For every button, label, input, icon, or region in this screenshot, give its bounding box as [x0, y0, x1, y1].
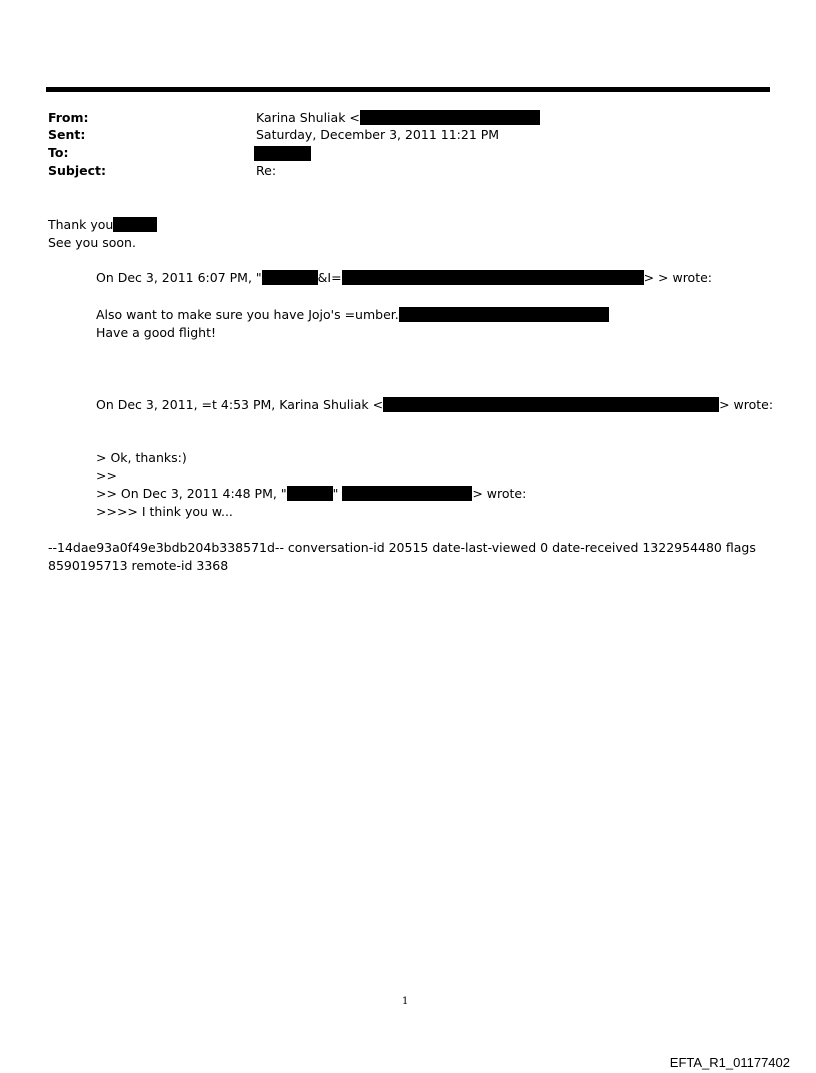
quote2-header: [96, 397, 773, 413]
quote2-line4: >>>> I think you w...: [96, 504, 233, 519]
subject-value: Re:: [256, 163, 277, 178]
thank-you-line: [48, 217, 157, 233]
redaction: [342, 486, 472, 501]
quote1-line2: Have a good flight!: [96, 325, 217, 340]
quote1-intro: On Dec 3, 2011 6:07 PM, ": [96, 270, 262, 285]
quote2-line3-wrote: > wrote:: [472, 486, 527, 501]
subject-label: Subject:: [48, 163, 106, 178]
quote1-amp: &I=: [317, 270, 342, 285]
quote2-line3: [96, 486, 526, 502]
quote2-line3-quote: ": [332, 486, 339, 501]
header-rule: [46, 87, 770, 92]
to-label: To:: [48, 145, 69, 160]
quote1-wrote: > > wrote:: [643, 270, 713, 285]
redaction: [113, 217, 157, 232]
page-number: 1: [402, 996, 409, 1007]
thank-you-text: Thank you: [48, 217, 114, 232]
from-label: From:: [48, 110, 89, 125]
meta-line1: --14dae93a0f49e3bdb204b338571d-- conversation-id 20515 date-last-viewed 0 date-received 1322954480 flags: [48, 540, 756, 555]
from-value: [256, 110, 540, 126]
redaction: [262, 270, 318, 285]
quote2-line2: >>: [96, 468, 117, 483]
redaction: [383, 397, 719, 412]
quote1-line1: [96, 307, 609, 323]
quote1-header: [96, 270, 712, 286]
quote2-wrote: > wrote:: [719, 397, 774, 412]
sent-label: Sent:: [48, 127, 86, 142]
redaction: [287, 486, 333, 501]
quote2-line3-intro: >> On Dec 3, 2011 4:48 PM, ": [96, 486, 287, 501]
document-id: EFTA_R1_01177402: [669, 1055, 790, 1070]
quote2-line1: > Ok, thanks:): [96, 450, 187, 465]
quote2-intro: On Dec 3, 2011, =t 4:53 PM, Karina Shuliak <: [96, 397, 384, 412]
from-sender: Karina Shuliak <: [256, 110, 360, 125]
meta-line2: 8590195713 remote-id 3368: [48, 558, 229, 573]
quote1-line1-text: Also want to make sure you have Jojo's =umber.: [96, 307, 399, 322]
redaction: [399, 307, 609, 322]
redaction: [360, 110, 540, 125]
to-redaction: [254, 146, 311, 161]
sent-value: Saturday, December 3, 2011 11:21 PM: [256, 127, 500, 142]
see-you-line: See you soon.: [48, 235, 136, 250]
redaction: [342, 270, 644, 285]
